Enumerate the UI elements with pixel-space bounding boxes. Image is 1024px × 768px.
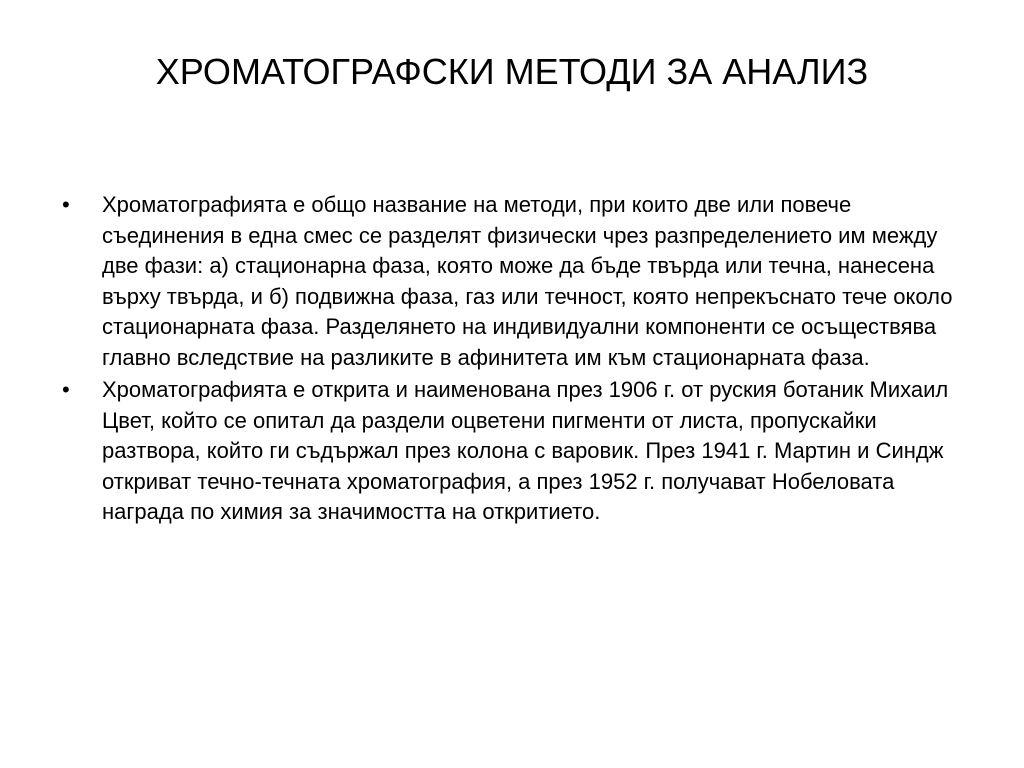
bullet-list [62, 190, 972, 530]
bullet-text-2: Хроматографията е открита и наименована през 1906 г. от руския ботаник Михаил Цвет, който се опитал да раздели оцветени пигменти от листа, пропускайки разтвора, който ги съдържал през колона с варовик. През 1941 г. Мартин и Синдж откриват течно-течната хроматография, а през 1952 г. получават Нобеловата награда по химия за значимостта на откритието. [102, 377, 949, 524]
bullet-item-2 [62, 375, 972, 528]
slide-title: ХРОМАТОГРАФСКИ МЕТОДИ ЗА АНАЛИЗ [155, 51, 869, 92]
bullet-marker: • [62, 192, 70, 217]
bullet-text-1: Хроматографията е общо название на методи, при които две или повече съединения в една смес се разделят физически чрез разпределението им между две фази: а) стационарна фаза, която може да бъде твърда или течна, нанесена върху твърда, и б) подвижна фаза, газ или течност, която непрекъснато тече около стационарната фаза. Разделянето на индивидуални компоненти се осъществява главно вследствие на разликите в афинитета им към стационарната фаза. [102, 192, 953, 370]
bullet-marker: • [62, 377, 70, 402]
bullet-item-1 [62, 190, 972, 373]
